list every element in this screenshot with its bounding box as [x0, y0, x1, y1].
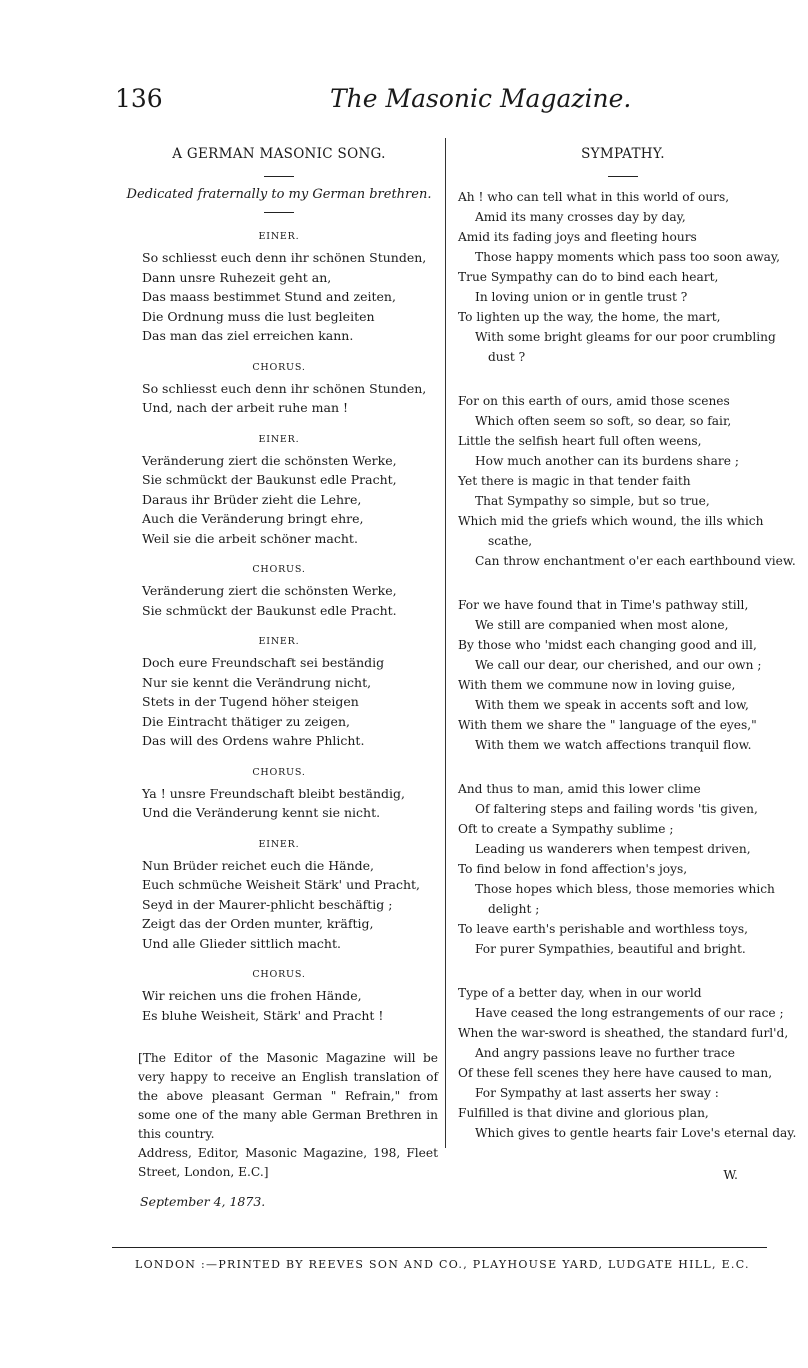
song-verse [120, 248, 438, 346]
poem-line: scathe, [488, 534, 533, 548]
poem-line: With them we speak in accents soft and low, [475, 698, 749, 712]
poem-line: With them we watch affections tranquil flow. [475, 738, 752, 752]
footer-rule [112, 1247, 767, 1248]
song-verse [120, 451, 438, 549]
song-verse [120, 581, 438, 620]
editor-address: Address, Editor, Masonic Magazine, 198, Fleet Street, London, E.C.] [138, 1146, 438, 1179]
verse-line: Das will des Ordens wahre Phlicht. [142, 733, 365, 748]
verse-line: Ya ! unsre Freundschaft bleibt beständig, [142, 785, 405, 801]
verse-line: Es bluhe Weisheit, Stärk' and Pracht ! [142, 1007, 384, 1023]
poem-line: With them we commune now in loving guise, [458, 678, 736, 692]
verse-line: Nun Brüder reichet euch die Hände, [142, 857, 375, 873]
verse-line: Weil sie die arbeit schöner macht. [142, 530, 358, 546]
verse-line: So schliesst euch denn ihr schönen Stunden, [142, 380, 427, 396]
poem-signature: W. [723, 1167, 738, 1182]
verse-line: Zeigt das der Orden munter, kräftig, [142, 916, 374, 931]
verse-line: Veränderung ziert die schönsten Werke, [142, 452, 397, 468]
verse-line: So schliesst euch denn ihr schönen Stunden, [142, 250, 427, 265]
section-label: CHORUS. [252, 766, 306, 778]
verse-line: Die Eintracht thätiger zu zeigen, [142, 713, 350, 729]
poem-line: With some bright gleams for our poor crumbling [475, 330, 776, 344]
poem-stanza [458, 187, 788, 367]
verse-line: Wir reichen uns die frohen Hände, [142, 988, 362, 1003]
verse-line: Und alle Glieder sittlich macht. [142, 935, 341, 951]
verse-line: Auch die Veränderung bringt ehre, [142, 511, 364, 526]
poem-line: True Sympathy can do to bind each heart, [458, 270, 719, 284]
poem-line: Amid its many crosses day by day, [475, 210, 686, 224]
verse-line: Doch eure Freundschaft sei beständig [142, 655, 385, 670]
right-column [458, 146, 797, 1182]
left-column [120, 146, 438, 1209]
section-label: EINER. [258, 636, 300, 647]
song-verse [120, 856, 438, 954]
running-title: The Masonic Magazine. [330, 84, 632, 113]
poem-line: In loving union or in gentle trust ? [475, 290, 688, 304]
poem-line: We call our dear, our cherished, and our own ; [475, 658, 762, 672]
poem-line: To find below in fond affection's joys, [458, 862, 688, 876]
section-label: CHORUS. [252, 564, 306, 575]
verse-line: Euch schmüche Weisheit Stärk' und Pracht, [142, 877, 421, 892]
section-label: EINER. [258, 433, 300, 445]
song-verse [120, 653, 438, 751]
poem-stanza [458, 779, 788, 959]
song-verse [120, 379, 438, 418]
poem-line: For purer Sympathies, beautiful and bright. [475, 942, 746, 956]
poem-line: Type of a better day, when in our world [458, 986, 702, 1000]
verse-line: Die Ordnung muss die lust begleiten [142, 308, 375, 324]
verse-line: Sie schmückt der Baukunst edle Pracht. [142, 602, 397, 618]
section-label: EINER. [258, 838, 300, 850]
verse-line: Daraus ihr Brüder zieht die Lehre, [142, 491, 362, 507]
poem-line: Yet there is magic in that tender faith [458, 474, 691, 488]
verse-line: Stets in der Tugend höher steigen [142, 694, 359, 709]
dedication: Dedicated fraternally to my German brethren. [126, 187, 432, 202]
poem-line: When the war-sword is sheathed, the standard furl'd, [458, 1026, 789, 1040]
section-label: CHORUS. [252, 361, 306, 373]
verse-line: Veränderung ziert die schönsten Werke, [142, 583, 397, 598]
poem-line: dust ? [488, 350, 526, 364]
poem-line: Have ceased the long estrangements of our race ; [475, 1006, 784, 1020]
column-divider [445, 138, 446, 1148]
poem-line: Leading us wanderers when tempest driven, [475, 842, 751, 856]
page-number: 136 [115, 84, 163, 113]
verse-line: Nur sie kennt die Verändrung nicht, [142, 674, 372, 690]
title-rule [264, 176, 294, 177]
poem-line: Those hopes which bless, those memories which [475, 882, 775, 896]
song-sections [120, 231, 438, 1037]
printer-footer: LONDON :—PRINTED BY REEVES SON AND CO., PLAYHOUSE YARD, LUDGATE HILL, E.C. [135, 1258, 750, 1271]
poem-line: Which often seem so soft, so dear, so fair, [475, 414, 732, 428]
poem-line: And thus to man, amid this lower clime [458, 782, 701, 796]
poem-line: By those who 'midst each changing good and ill, [458, 638, 757, 652]
poem-line: Little the selfish heart full often weens, [458, 434, 702, 448]
poem-line: To leave earth's perishable and worthless toys, [458, 922, 749, 936]
poem-line: With them we share the " language of the eyes," [458, 718, 757, 732]
poem-line: Can throw enchantment o'er each earthbound view. [475, 554, 796, 568]
verse-line: Das maass bestimmet Stund and zeiten, [142, 289, 396, 304]
poem-line: How much another can its burdens share ; [475, 454, 739, 468]
poem-stanza [458, 983, 797, 1143]
verse-line: Und, nach der arbeit ruhe man ! [142, 400, 349, 415]
poem-line: Those happy moments which pass too soon away, [475, 250, 781, 264]
poem-title: SYMPATHY. [581, 146, 665, 162]
editor-note-text: [The Editor of the Masonic Magazine will be very happy to receive an English translation of the above pleasant German " Refrain," from some one of the many able German Brethren in this country. [138, 1051, 438, 1141]
poem-stanza [458, 391, 796, 571]
section-label: EINER. [258, 231, 300, 242]
verse-line: Dann unsre Ruhezeit geht an, [142, 269, 332, 285]
poem-line: delight ; [488, 902, 540, 916]
poem-line: Oft to create a Sympathy sublime ; [458, 822, 674, 836]
poem-line: For on this earth of ours, amid those scenes [458, 394, 730, 408]
poem-line: Fulfilled is that divine and glorious plan, [458, 1106, 709, 1120]
poem-line: Ah ! who can tell what in this world of ours, [458, 190, 730, 204]
poem-title-rule [608, 176, 638, 177]
poem-line: Which gives to gentle hearts fair Love's eternal day. [475, 1126, 797, 1140]
poem-line: Amid its fading joys and fleeting hours [458, 230, 697, 244]
song-verse [120, 784, 438, 823]
verse-line: Sie schmückt der Baukunst edle Pracht, [142, 472, 397, 487]
poem-line: That Sympathy so simple, but so true, [475, 494, 710, 508]
section-label: CHORUS. [252, 969, 306, 980]
verse-line: Und die Veränderung kennt sie nicht. [142, 805, 381, 820]
poem-line: To lighten up the way, the home, the mart, [458, 310, 721, 324]
poem-line: And angry passions leave no further trace [475, 1046, 735, 1060]
editor-note [120, 1049, 438, 1182]
poem-stanza [458, 595, 788, 755]
poem-line: We still are companied when most alone, [475, 618, 729, 632]
song-verse [120, 986, 438, 1025]
poem-line: For Sympathy at last asserts her sway : [475, 1086, 719, 1100]
poem-line: For we have found that in Time's pathway still, [458, 598, 749, 612]
poem-stanzas [458, 187, 797, 1143]
note-date: September 4, 1873. [140, 1194, 266, 1209]
poem-line: Of faltering steps and failing words 'tis given, [475, 802, 758, 816]
verse-line: Das man das ziel erreichen kann. [142, 328, 354, 343]
poem-line: Of these fell scenes they here have caused to man, [458, 1066, 773, 1080]
verse-line: Seyd in der Maurer-phlicht beschäftig ; [142, 896, 393, 912]
dedication-rule [264, 212, 294, 213]
poem-line: Which mid the griefs which wound, the ills which [458, 514, 764, 528]
song-title: A GERMAN MASONIC SONG. [172, 146, 386, 162]
